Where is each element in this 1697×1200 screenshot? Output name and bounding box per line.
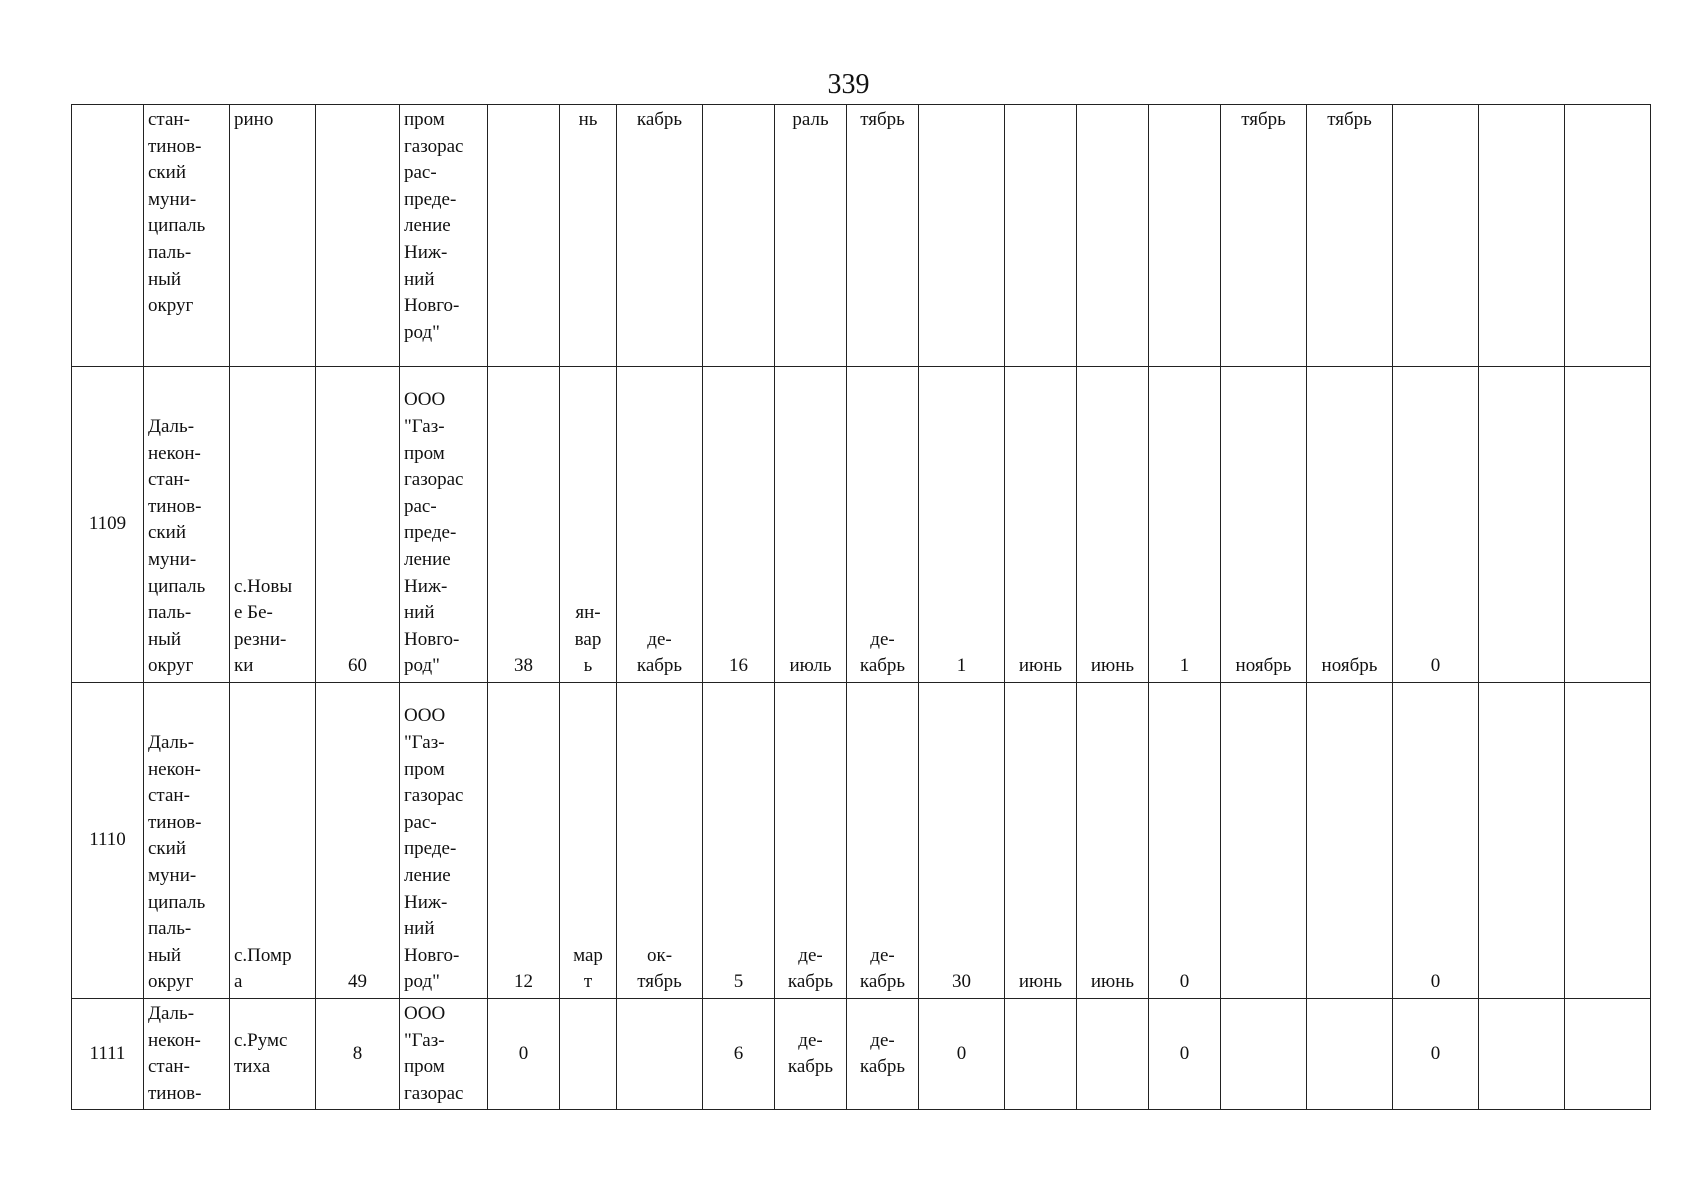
cell-c9: де- кабрь [775, 683, 847, 999]
cell-c10: де- кабрь [847, 367, 919, 683]
cell-settlement: рино [230, 105, 316, 367]
cell-c15 [1221, 999, 1307, 1110]
cell-c17 [1393, 105, 1479, 367]
cell-c12 [1005, 999, 1077, 1110]
cell-c19 [1565, 105, 1651, 367]
cell-c18 [1479, 683, 1565, 999]
cell-c19 [1565, 999, 1651, 1110]
cell-id: 1109 [72, 367, 144, 683]
cell-c13 [1077, 105, 1149, 367]
cell-id [72, 105, 144, 367]
cell-c17: 0 [1393, 999, 1479, 1110]
cell-c5: 38 [488, 367, 560, 683]
cell-c9: де- кабрь [775, 999, 847, 1110]
cell-c3: 8 [316, 999, 400, 1110]
cell-c18 [1479, 999, 1565, 1110]
cell-c11: 30 [919, 683, 1005, 999]
cell-c12: июнь [1005, 683, 1077, 999]
table-row [72, 999, 1651, 1110]
cell-id: 1110 [72, 683, 144, 999]
cell-c8: 5 [703, 683, 775, 999]
cell-c14: 0 [1149, 999, 1221, 1110]
cell-c3: 60 [316, 367, 400, 683]
cell-c6: ян- вар ь [560, 367, 617, 683]
cell-c7: ок- тябрь [617, 683, 703, 999]
cell-c5: 0 [488, 999, 560, 1110]
cell-settlement: с.Румс тиха [230, 999, 316, 1110]
cell-c14 [1149, 105, 1221, 367]
cell-c13: июнь [1077, 367, 1149, 683]
cell-c19 [1565, 367, 1651, 683]
table-row [72, 367, 1651, 683]
cell-id: 1111 [72, 999, 144, 1110]
cell-c6: нь [560, 105, 617, 367]
cell-c10: де- кабрь [847, 999, 919, 1110]
table-row [72, 105, 1651, 367]
cell-c11: 0 [919, 999, 1005, 1110]
cell-c8 [703, 105, 775, 367]
cell-c8: 6 [703, 999, 775, 1110]
table-row [72, 683, 1651, 999]
cell-c3 [316, 105, 400, 367]
cell-c15 [1221, 683, 1307, 999]
cell-district: Даль- некон- стан- тинов- ский муни- ципаль паль- ный округ [144, 683, 230, 999]
cell-c15: тябрь [1221, 105, 1307, 367]
cell-c9: июль [775, 367, 847, 683]
cell-c16 [1307, 683, 1393, 999]
cell-district: Даль- некон- стан- тинов- ский муни- ципаль паль- ный округ [144, 367, 230, 683]
cell-c17: 0 [1393, 367, 1479, 683]
cell-operator: пром газорас рас- преде- ление Ниж- ний Новго- род" [400, 105, 488, 367]
cell-c7 [617, 999, 703, 1110]
cell-operator: ООО "Газ- пром газорас рас- преде- ление Ниж- ний Новго- род" [400, 683, 488, 999]
cell-c5: 12 [488, 683, 560, 999]
cell-c16 [1307, 999, 1393, 1110]
cell-operator: ООО "Газ- пром газорас рас- преде- ление Ниж- ний Новго- род" [400, 367, 488, 683]
cell-c8: 16 [703, 367, 775, 683]
cell-c10: тябрь [847, 105, 919, 367]
cell-c11 [919, 105, 1005, 367]
cell-c6 [560, 999, 617, 1110]
cell-c12: июнь [1005, 367, 1077, 683]
page-number: 339 [827, 69, 870, 100]
cell-c7: кабрь [617, 105, 703, 367]
cell-c11: 1 [919, 367, 1005, 683]
data-table [71, 104, 1651, 1110]
cell-c18 [1479, 105, 1565, 367]
cell-settlement: с.Помр а [230, 683, 316, 999]
cell-c13 [1077, 999, 1149, 1110]
cell-c15: ноябрь [1221, 367, 1307, 683]
cell-c14: 1 [1149, 367, 1221, 683]
cell-c17: 0 [1393, 683, 1479, 999]
cell-settlement: с.Новы е Бе- резни- ки [230, 367, 316, 683]
cell-district: стан- тинов- ский муни- ципаль паль- ный округ [144, 105, 230, 367]
cell-c3: 49 [316, 683, 400, 999]
cell-c9: раль [775, 105, 847, 367]
cell-district: Даль- некон- стан- тинов- [144, 999, 230, 1110]
cell-c14: 0 [1149, 683, 1221, 999]
cell-c16: ноябрь [1307, 367, 1393, 683]
cell-c5 [488, 105, 560, 367]
cell-c18 [1479, 367, 1565, 683]
cell-c16: тябрь [1307, 105, 1393, 367]
cell-operator: ООО "Газ- пром газорас [400, 999, 488, 1110]
cell-c10: де- кабрь [847, 683, 919, 999]
cell-c6: мар т [560, 683, 617, 999]
cell-c19 [1565, 683, 1651, 999]
cell-c12 [1005, 105, 1077, 367]
cell-c7: де- кабрь [617, 367, 703, 683]
cell-c13: июнь [1077, 683, 1149, 999]
